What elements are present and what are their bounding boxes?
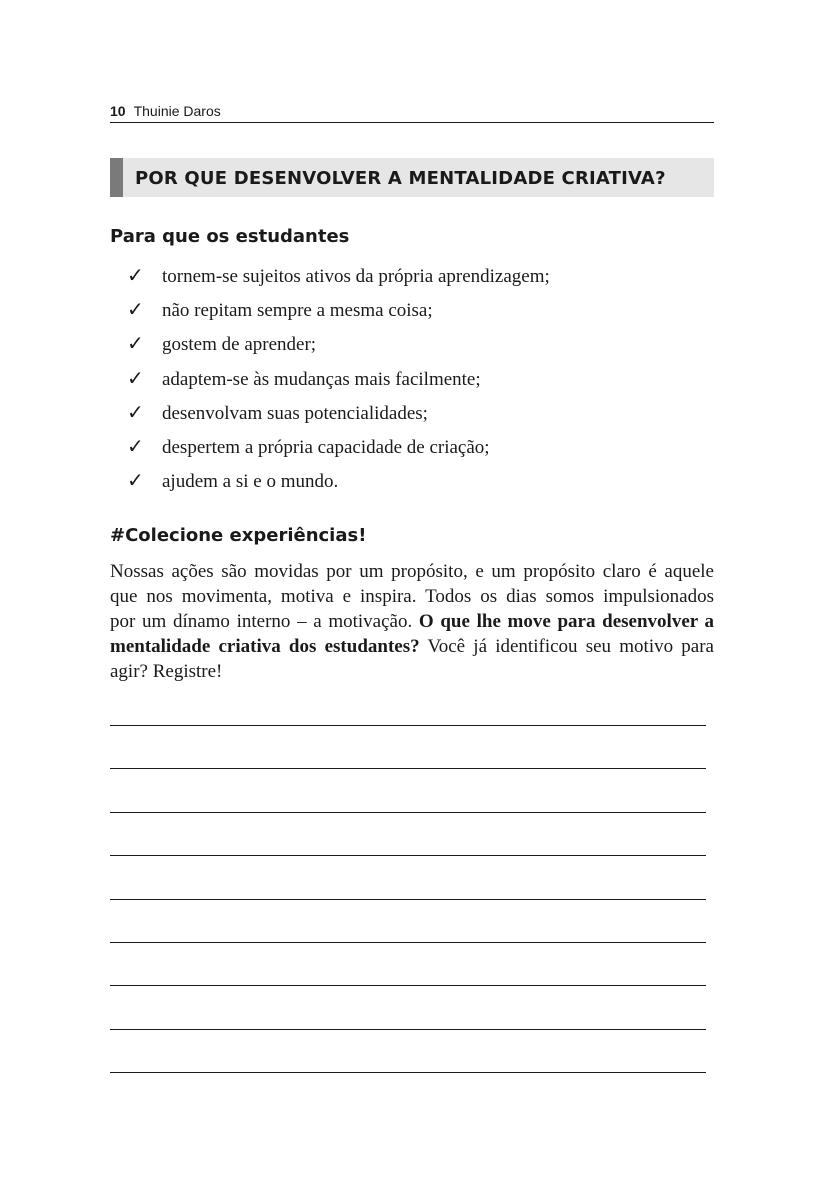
- writing-line[interactable]: [110, 985, 706, 986]
- list-item-text: não repitam sempre a mesma coisa;: [162, 300, 433, 322]
- list-item: [127, 292, 550, 326]
- checkmark-icon: ✓: [127, 468, 144, 493]
- writing-line[interactable]: [110, 812, 706, 813]
- list-item-text: adaptem-se às mudanças mais facilmente;: [162, 368, 481, 390]
- paragraph-line: Nossas ações são movidas por um propósito, e um propósito claro é aquele: [110, 561, 714, 582]
- list-item: [127, 361, 550, 395]
- writing-line[interactable]: [110, 768, 706, 769]
- section-title-banner: POR QUE DESENVOLVER A MENTALIDADE CRIATIVA?: [110, 158, 714, 197]
- writing-area[interactable]: [110, 725, 706, 1116]
- writing-line[interactable]: [110, 1029, 706, 1030]
- page-number: 10: [110, 103, 126, 119]
- activity-paragraph: [110, 559, 714, 684]
- checkmark-icon: ✓: [127, 433, 144, 458]
- checkmark-icon: ✓: [127, 365, 144, 390]
- list-item: [127, 395, 550, 429]
- list-item-text: ajudem a si e o mundo.: [162, 471, 339, 493]
- paragraph-text: Você já identificou seu motivo para: [427, 636, 714, 657]
- writing-line[interactable]: [110, 942, 706, 943]
- activity-heading: #Colecione experiências!: [110, 525, 367, 546]
- checkmark-icon: ✓: [127, 399, 144, 424]
- purpose-heading: Para que os estudantes: [110, 226, 350, 247]
- paragraph-line: que nos movimenta, motiva e inspira. Todos os dias somos impulsionados: [110, 586, 714, 607]
- writing-line[interactable]: [110, 725, 706, 726]
- purpose-checklist: [127, 258, 550, 497]
- paragraph-line: [110, 634, 714, 659]
- list-item: [127, 463, 550, 497]
- list-item-text: tornem-se sujeitos ativos da própria aprendizagem;: [162, 266, 550, 287]
- running-head: [110, 101, 714, 123]
- list-item-text: despertem a própria capacidade de criação;: [162, 436, 490, 458]
- paragraph-line: agir? Registre!: [110, 661, 223, 682]
- writing-line[interactable]: [110, 855, 706, 856]
- paragraph-line: [110, 609, 714, 634]
- writing-line[interactable]: [110, 1072, 706, 1073]
- question-text: O que lhe move para desenvolver a: [418, 611, 715, 632]
- list-item: [127, 326, 550, 360]
- checkmark-icon: ✓: [127, 331, 144, 356]
- question-text: mentalidade criativa dos estudantes?: [110, 636, 420, 657]
- checkmark-icon: ✓: [127, 297, 144, 322]
- list-item: [127, 258, 550, 292]
- list-item: [127, 429, 550, 463]
- list-item-text: desenvolvam suas potencialidades;: [162, 402, 428, 424]
- writing-line[interactable]: [110, 899, 706, 900]
- list-item-text: gostem de aprender;: [162, 334, 317, 356]
- checkmark-icon: ✓: [127, 263, 144, 287]
- author-name: Thuinie Daros: [133, 103, 221, 119]
- paragraph-text: por um dínamo interno – a motivação.: [110, 611, 413, 632]
